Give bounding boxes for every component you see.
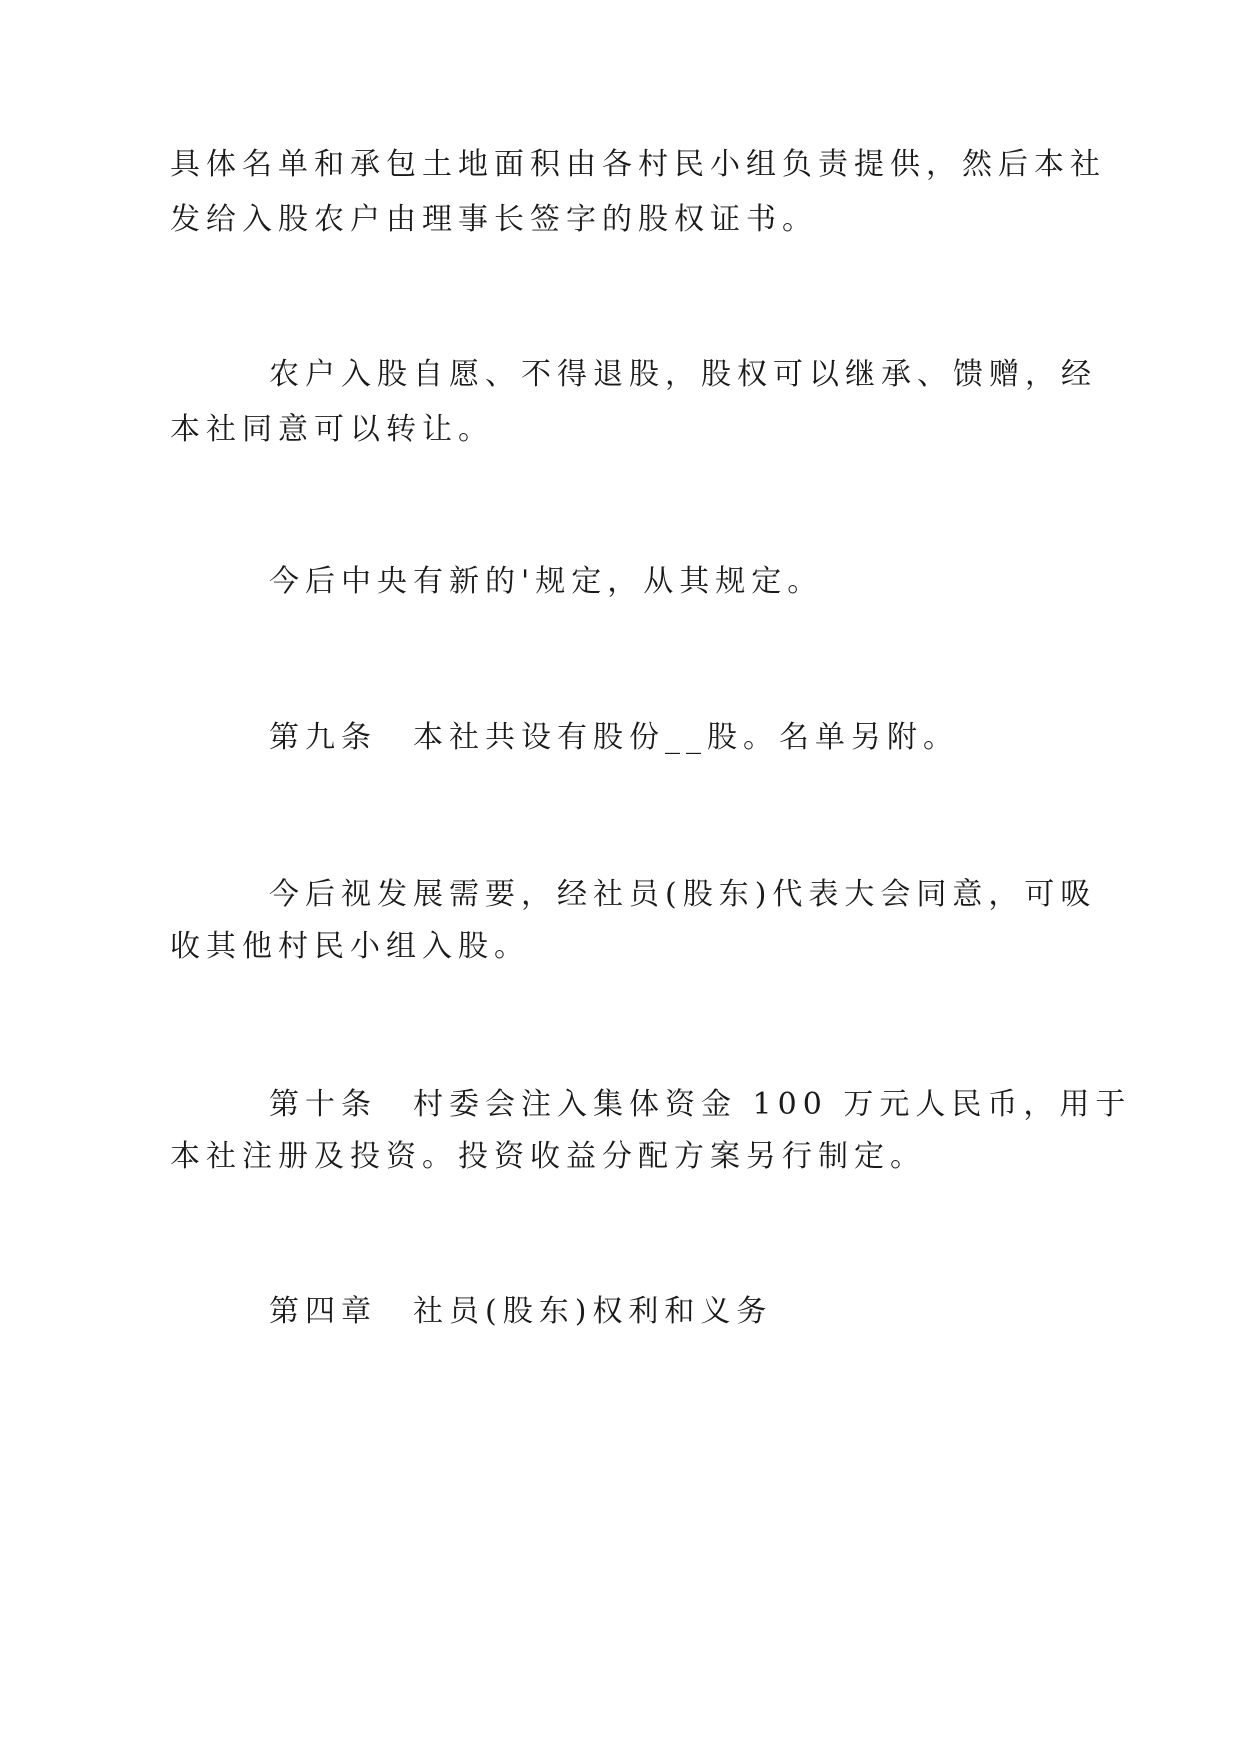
paragraph-5-line-2: 收其他村民小组入股。 — [170, 929, 530, 964]
article-10-line-1: 第十条 村委会注入集体资金 100 万元人民币，用于 — [269, 1087, 1132, 1122]
paragraph-2-line-1: 农户入股自愿、不得退股，股权可以继承、馈赠，经 — [269, 357, 1097, 392]
paragraph-3-line-1: 今后中央有新的'规定，从其规定。 — [269, 564, 824, 599]
chapter-4-heading: 第四章 社员(股东)权利和义务 — [269, 1294, 773, 1329]
article-10-line-2: 本社注册及投资。投资收益分配方案另行制定。 — [170, 1139, 926, 1174]
article-9-line-1: 第九条 本社共设有股份__股。名单另附。 — [269, 720, 959, 755]
paragraph-5-line-1: 今后视发展需要，经社员(股东)代表大会同意，可吸 — [269, 877, 1097, 912]
paragraph-2-line-2: 本社同意可以转让。 — [170, 412, 494, 447]
paragraph-1-line-2: 发给入股农户由理事长签字的股权证书。 — [170, 202, 818, 237]
paragraph-1-line-1: 具体名单和承包土地面积由各村民小组负责提供，然后本社 — [170, 147, 1106, 182]
